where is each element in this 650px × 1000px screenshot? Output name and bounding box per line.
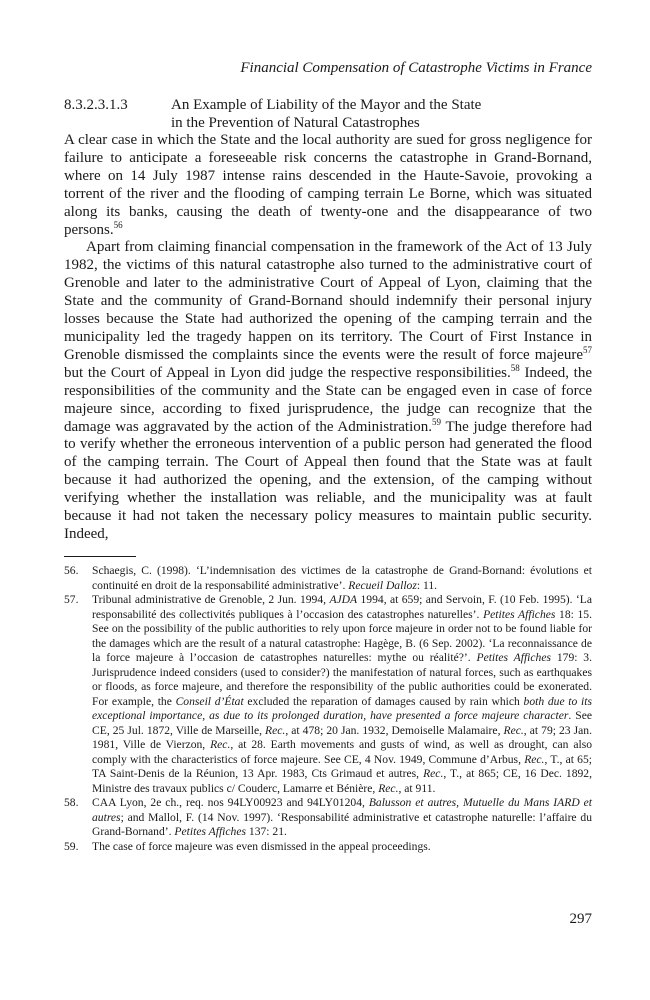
footnote-text: excluded the reparation of damages caused by rain which [243,694,524,708]
footnote-text: The case of force majeure was even dismissed in the appeal proceedings. [92,839,431,853]
footnote-ref-59[interactable]: 59 [432,416,441,427]
footnote-ref-58[interactable]: 58 [510,362,520,373]
footnote-text: 1994, at 659; and Servoin, F. (10 Feb. 1995). ‘La responsabilité des collectivités publiques à l’occasion des catastrophes naturelles’. [92,593,592,621]
footnote-57 [64,593,592,796]
footnote-number: 57. [64,593,79,606]
footnote-italic: AJDA [329,593,358,606]
footnote-number: 59. [64,839,79,853]
footnote-text: , T., at 865; CE, 16 Dec. 1892, Ministre des travaux publics c/ Couderc, Lamarre et Bénière, [92,767,592,795]
footnote-divider [64,556,136,557]
footnote-58 [64,796,592,840]
footnote-italic: Rec. [503,723,524,737]
page-number: 297 [569,911,592,927]
footnote-text: , at 28. Earth movements and gusts of wind, as well as drought, can also comply with the characteristics of force majeure. See CE, 4 Nov. 1949, Commune d’Arbus, [92,738,592,766]
footnote-italic: Balusson et autres, Mutuelle du Mans IARD et autres [92,796,593,824]
footnote-text: , at 478; 20 Jan. 1932, Demoiselle Malamaire, [285,723,504,737]
section-heading [64,96,594,132]
paragraph-1-text: A clear case in which the State and the local authority are sued for gross negligence for failure to anticipate a foreseeable risk concerns the catastrophe in Grand-Bornand, where on 14 July 1987 intense rains descended in the Haute-Savoie, provoking a torrent of the river and the flooding of camping terrain Le Borne, which was situated along its banks, causing the death of twenty-one and the disappearance of two persons. [64,132,592,238]
footnote-number: 58. [64,796,79,809]
footnote-italic: Rec. [378,781,399,795]
footnote-italic: Petites Affiches [483,607,556,621]
footnote-text: CAA Lyon, 2e ch., req. nos 94LY00923 and 94LY01204, [92,796,369,809]
footnotes [64,564,592,854]
section-number: 8.3.2.3.1.3 [64,97,128,113]
footnote-text: , T., at 65; TA Saint-Denis de la Réunion, 13 Apr. 1983, Cts Grimaud et autres, [92,752,592,780]
footnote-italic: Rec. [423,767,444,780]
section-title-line-1: An Example of Liability of the Mayor and the State [171,97,482,113]
footnote-italic: both due to its exceptional importance, as due to its prolonged duration, have presented a force majeure character [92,694,592,722]
footnote-italic: Recueil Dalloz [348,578,417,592]
footnote-italic: Petites Affiches [174,825,247,838]
paragraph-2-text-d: The judge therefore had to verify whether the erroneous intervention of a public person had generated the flood of the camping terrain. The Court of Appeal then found that the State was at fault because it had authorized the opening, and the extension, of the camping without verifying whether the installation was reliable, and the municipality was at fault because it had not taken the necessary policy measures to maintain public security. Indeed, [64,418,592,542]
footnote-italic: Rec. [265,723,286,737]
footnote-56 [64,564,592,593]
footnote-text: 179: 3. Jurisprudence indeed considers (used to consider?) the manifestation of natural forces, such as earthquakes or floods, as force majeure, and therefore the responsibility of the public authorities could be exonerated. For example, the [92,651,592,708]
paragraph-1 [64,132,592,239]
footnote-59 [64,840,592,855]
footnote-text: , at 79; 23 Jan. 1981, Ville de Vierzon, [92,723,593,751]
footnote-italic: Rec. [524,752,545,766]
section-title-line-2: in the Prevention of Natural Catastrophes [171,115,420,131]
footnote-text: 137: 21. [246,825,287,838]
footnote-text: , at 911. [398,781,436,795]
running-header: Financial Compensation of Catastrophe Victims in France [240,60,592,76]
section-title [171,96,594,132]
footnote-ref-56[interactable]: 56 [113,219,123,230]
footnote-number: 56. [64,564,79,577]
paragraph-2 [64,239,592,543]
footnote-text: 18: 15. See on the possibility of the public authorities to rely upon force majeure in order not to be found liable for the damages which are the result of a natural catastrophe: Hagège, B. (6 Sep. 2002). ‘La reconnaissance de la force majeure à l’occasion de catastrophes naturelles: mythe ou réalité?’. [92,607,592,664]
paragraph-2-text-a: Apart from claiming financial compensation in the framework of the Act of 13 July 1982, the victims of this natural catastrophe also turned to the administrative court of Grenoble and later to the administrative Court of Appeal of Lyon, claiming that the State and the community of Grand-Bornand should indemnify their personal injury losses because the State had authorized the opening of the camping terrain and the municipality led the tragedy happen on its territory. The Court of First Instance in Grenoble dismissed the complaints since the events were the result of force majeure [64,239,592,363]
footnote-text: ; and Mallol, F. (14 Nov. 1997). ‘Responsabilité administrative et catastrophe naturelle: l’affaire du Grand-Bornand’. [92,810,592,838]
footnote-text: Schaegis, C. (1998). ‘L’indemnisation des victimes de la catastrophe de Grand-Bornand: évolutions et continuité en droit de la responsabilité administrative’. [92,564,592,592]
footnote-italic: Rec. [210,738,231,751]
footnote-text: . See CE, 25 Jul. 1872, Ville de Marseille, [92,709,592,737]
footnote-text: : 11. [416,578,438,592]
footnote-ref-57[interactable]: 57 [583,344,592,355]
footnote-text: Tribunal administrative de Grenoble, 2 Jun. 1994, [92,593,330,606]
body-text [64,132,592,544]
footnote-italic: Petites Affiches [476,651,552,664]
paragraph-2-text-c: Indeed, the responsibilities of the community and the State can be engaged even in case of force majeure since, according to fixed jurisprudence, the judge can recognize that the damage was aggravated by the action of the Administration. [64,364,593,435]
footnote-italic: Conseil d’État [175,694,244,708]
paragraph-2-text-b: but the Court of Appeal in Lyon did judge the respective responsibilities. [64,364,511,381]
